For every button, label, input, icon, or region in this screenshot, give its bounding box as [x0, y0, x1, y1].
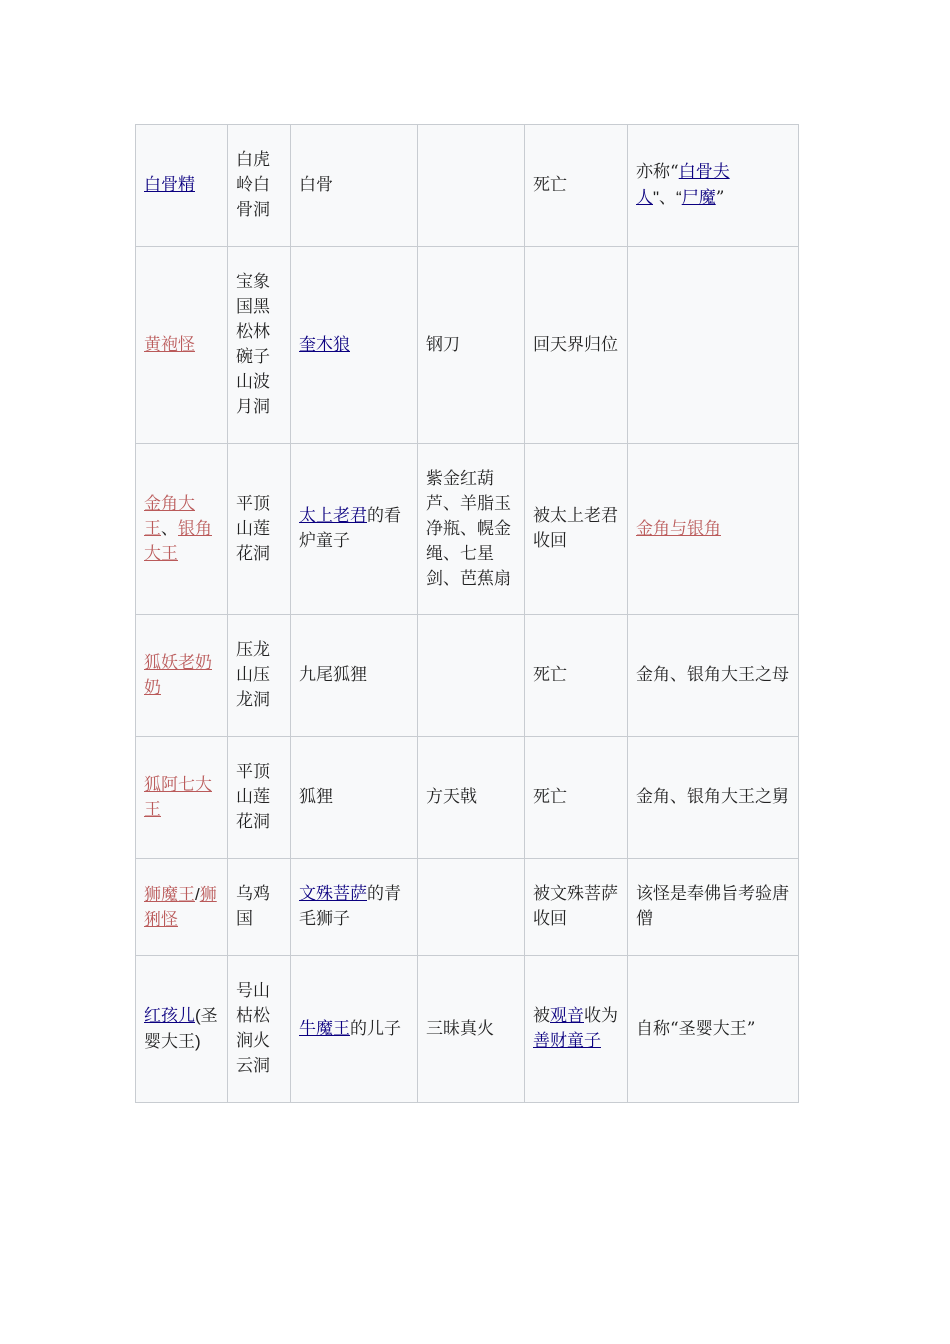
cell-text: 三昧真火: [426, 1018, 494, 1039]
wiki-link[interactable]: 金角大王: [144, 493, 195, 539]
location-cell: [228, 859, 291, 956]
monster-name-cell: [136, 615, 228, 737]
location-cell: [228, 615, 291, 737]
cell-text: 九尾狐狸: [299, 665, 367, 685]
location-cell: [228, 956, 291, 1103]
note-cell: [628, 956, 799, 1103]
wiki-link[interactable]: 牛魔王: [299, 1018, 350, 1039]
cell-text: 乌鸡国: [236, 884, 270, 929]
note-cell: [628, 859, 799, 956]
cell-text: 回天界归位: [533, 334, 618, 355]
location-cell: [228, 737, 291, 859]
weapon-cell: [418, 859, 525, 956]
note-cell: [628, 615, 799, 737]
cell-text: 金角、银角大王之舅: [636, 787, 789, 807]
cell-text: 宝象国黑松林碗子山波月洞: [236, 272, 270, 417]
identity-cell: [291, 247, 418, 444]
table-row: [136, 247, 799, 444]
identity-cell: [291, 615, 418, 737]
wiki-link[interactable]: 银角大王: [144, 518, 212, 564]
note-cell: [628, 444, 799, 615]
wiki-link[interactable]: 狐妖老奶奶: [144, 652, 212, 698]
wiki-link[interactable]: 红孩儿: [144, 1006, 195, 1026]
fate-cell: [525, 444, 628, 615]
cell-text: 钢刀: [426, 334, 460, 355]
cell-text: 被文殊菩萨收回: [533, 884, 618, 929]
cell-text: 方天戟: [426, 787, 477, 807]
table-row: [136, 444, 799, 615]
cell-text: /: [195, 884, 200, 904]
weapon-cell: [418, 444, 525, 615]
wiki-link[interactable]: 善财童子: [533, 1031, 601, 1051]
wiki-link[interactable]: 太上老君: [299, 506, 367, 526]
cell-text: 亦称“: [636, 162, 679, 182]
fate-cell: [525, 247, 628, 444]
monster-name-cell: [136, 125, 228, 247]
fate-cell: [525, 125, 628, 247]
weapon-cell: [418, 956, 525, 1103]
wiki-link[interactable]: 黄袍怪: [144, 334, 195, 355]
weapon-cell: [418, 247, 525, 444]
fate-cell: [525, 615, 628, 737]
note-cell: [628, 247, 799, 444]
cell-text: 、: [161, 518, 178, 539]
fate-cell: [525, 859, 628, 956]
note-cell: [628, 125, 799, 247]
cell-text: 金角、银角大王之母: [636, 665, 789, 685]
weapon-cell: [418, 737, 525, 859]
wiki-link[interactable]: 白骨精: [144, 175, 195, 195]
cell-text: 的儿子: [350, 1018, 401, 1039]
wiki-link[interactable]: 文殊菩萨: [299, 884, 367, 904]
location-cell: [228, 444, 291, 615]
table-row: [136, 615, 799, 737]
cell-text: 死亡: [533, 175, 567, 195]
location-cell: [228, 247, 291, 444]
monster-name-cell: [136, 956, 228, 1103]
cell-text: 紫金红葫芦、羊脂玉净瓶、幌金绳、七星剑、芭蕉扇: [426, 468, 511, 589]
cell-text: 白虎岭白骨洞: [236, 150, 270, 220]
cell-text: 的青毛狮子: [299, 884, 401, 929]
weapon-cell: [418, 615, 525, 737]
table-row: [136, 956, 799, 1103]
fate-cell: [525, 956, 628, 1103]
monster-table-body: [136, 125, 799, 1103]
identity-cell: [291, 444, 418, 615]
cell-text: 狐狸: [299, 787, 333, 807]
location-cell: [228, 125, 291, 247]
table-row: [136, 125, 799, 247]
note-cell: [628, 737, 799, 859]
identity-cell: [291, 956, 418, 1103]
cell-text: "、“: [653, 188, 682, 207]
cell-text: 自称“圣婴大王”: [636, 1018, 756, 1039]
fate-cell: [525, 737, 628, 859]
cell-text: 平顶山莲花洞: [236, 493, 270, 564]
identity-cell: [291, 737, 418, 859]
cell-text: 号山枯松涧火云洞: [236, 981, 270, 1076]
cell-text: 的看炉童子: [299, 506, 401, 551]
wiki-link[interactable]: 金角与银角: [636, 518, 721, 539]
wiki-link[interactable]: 观音: [550, 1006, 584, 1026]
cell-text: 被太上老君收回: [533, 506, 618, 551]
monster-name-cell: [136, 737, 228, 859]
wiki-link[interactable]: 白骨夫人: [636, 162, 730, 208]
table-row: [136, 859, 799, 956]
wiki-link[interactable]: 狐阿七大王: [144, 774, 212, 820]
identity-cell: [291, 125, 418, 247]
monster-name-cell: [136, 444, 228, 615]
cell-text: 该怪是奉佛旨考验唐僧: [636, 884, 789, 929]
wiki-link[interactable]: 狮魔王: [144, 884, 195, 905]
monster-name-cell: [136, 247, 228, 444]
cell-text: 白骨: [299, 175, 333, 195]
cell-text: 收为: [584, 1006, 618, 1026]
monster-table: [135, 124, 799, 1103]
cell-text: ”: [715, 188, 725, 208]
table-row: [136, 737, 799, 859]
cell-text: 被: [533, 1006, 550, 1026]
wiki-link[interactable]: 狮猁怪: [144, 884, 217, 930]
weapon-cell: [418, 125, 525, 247]
wiki-link[interactable]: 尸魔: [681, 188, 716, 208]
cell-text: 压龙山压龙洞: [236, 640, 270, 710]
identity-cell: [291, 859, 418, 956]
cell-text: 死亡: [533, 665, 567, 685]
cell-text: (圣婴大王): [144, 1006, 218, 1051]
monster-name-cell: [136, 859, 228, 956]
cell-text: 平顶山莲花洞: [236, 762, 270, 832]
cell-text: 死亡: [533, 787, 567, 807]
wiki-link[interactable]: 奎木狼: [299, 334, 350, 355]
